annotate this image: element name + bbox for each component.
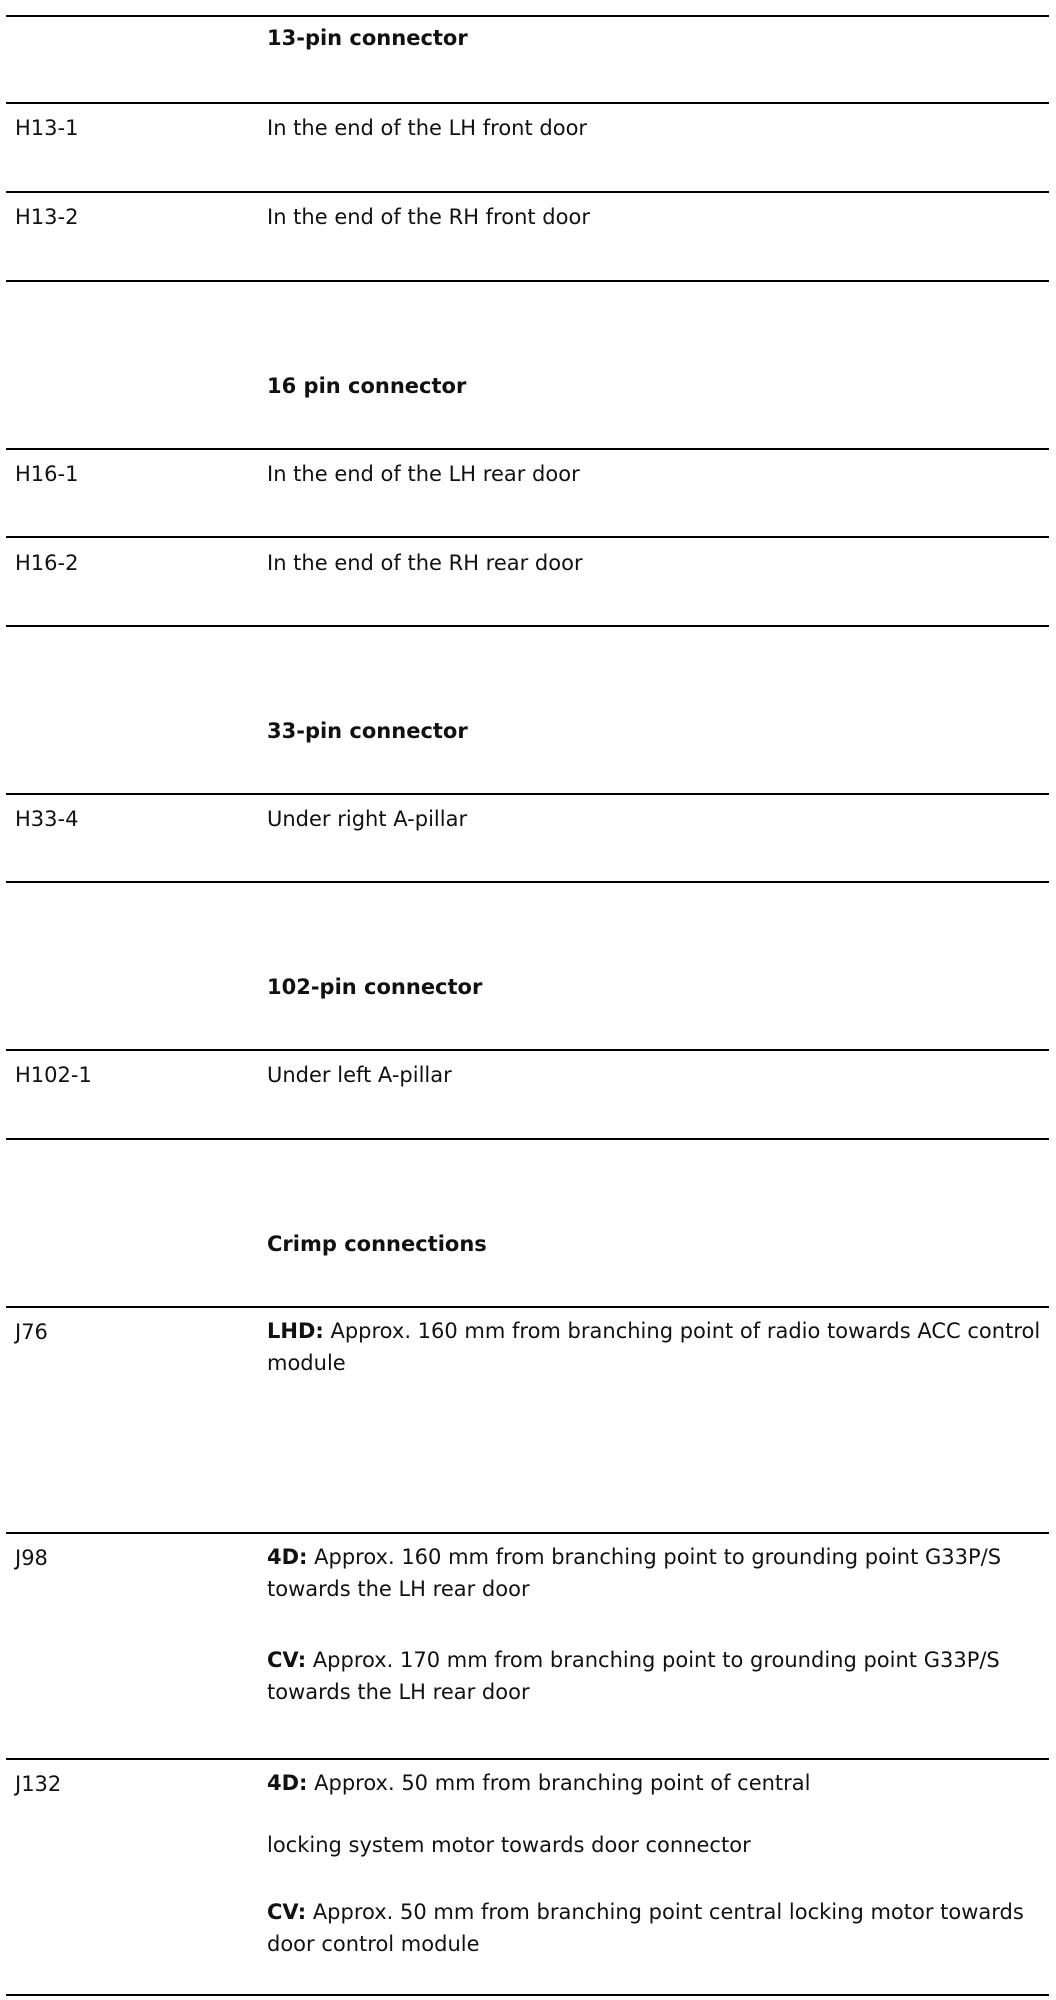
connector-location: Under left A-pillar xyxy=(267,1063,452,1087)
connector-code: H16-1 xyxy=(15,462,79,486)
section-heading: Crimp connections xyxy=(267,1232,487,1256)
crimp-location xyxy=(267,1644,1049,1708)
vehicle-variant-label: LHD: xyxy=(267,1319,324,1343)
table-rule xyxy=(6,191,1049,193)
table-rule xyxy=(6,1138,1049,1140)
table-rule xyxy=(6,793,1049,795)
connector-code: H33-4 xyxy=(15,807,79,831)
vehicle-variant-label: 4D: xyxy=(267,1545,308,1569)
table-rule xyxy=(6,448,1049,450)
connector-code: H13-2 xyxy=(15,205,79,229)
table-rule xyxy=(6,536,1049,538)
crimp-location xyxy=(267,1315,1049,1379)
table-rule xyxy=(6,1049,1049,1051)
section-heading: 16 pin connector xyxy=(267,374,467,398)
crimp-location-text: Approx. 160 mm from branching point to grounding point G33P/S towards the LH rear door xyxy=(267,1545,1002,1601)
crimp-code: J98 xyxy=(15,1546,48,1570)
section-heading: 13-pin connector xyxy=(267,26,468,50)
vehicle-variant-label: CV: xyxy=(267,1648,307,1672)
connector-location: In the end of the LH rear door xyxy=(267,462,580,486)
table-rule xyxy=(6,280,1049,282)
connector-code: H102-1 xyxy=(15,1063,92,1087)
connector-code: H16-2 xyxy=(15,551,79,575)
table-rule xyxy=(6,1758,1049,1760)
crimp-location-text: Approx. 50 mm from branching point central locking motor towards door control module xyxy=(267,1900,1024,1956)
section-heading: 102-pin connector xyxy=(267,975,483,999)
crimp-location-text: Approx. 170 mm from branching point to grounding point G33P/S towards the LH rear door xyxy=(267,1648,1000,1704)
table-rule xyxy=(6,15,1049,17)
section-heading: 33-pin connector xyxy=(267,719,468,743)
table-rule xyxy=(6,1306,1049,1308)
vehicle-variant-label: CV: xyxy=(267,1900,307,1924)
crimp-location xyxy=(267,1541,1049,1605)
connector-location: In the end of the RH front door xyxy=(267,205,590,229)
connector-location: In the end of the RH rear door xyxy=(267,551,583,575)
crimp-location-text: Approx. 160 mm from branching point of radio towards ACC control module xyxy=(267,1319,1041,1375)
connector-location: In the end of the LH front door xyxy=(267,116,588,140)
table-rule xyxy=(6,1994,1049,1996)
crimp-location-text: locking system motor towards door connector xyxy=(267,1833,751,1857)
crimp-location xyxy=(267,1829,1049,1861)
table-rule xyxy=(6,1532,1049,1534)
table-rule xyxy=(6,881,1049,883)
connector-location: Under right A-pillar xyxy=(267,807,468,831)
crimp-location xyxy=(267,1896,1049,1960)
crimp-code: J76 xyxy=(15,1320,48,1344)
crimp-location-text: Approx. 50 mm from branching point of central xyxy=(314,1771,811,1795)
table-rule xyxy=(6,102,1049,104)
vehicle-variant-label: 4D: xyxy=(267,1771,308,1795)
table-rule xyxy=(6,625,1049,627)
crimp-location xyxy=(267,1767,1049,1799)
connector-code: H13-1 xyxy=(15,116,79,140)
crimp-code: J132 xyxy=(15,1772,62,1796)
